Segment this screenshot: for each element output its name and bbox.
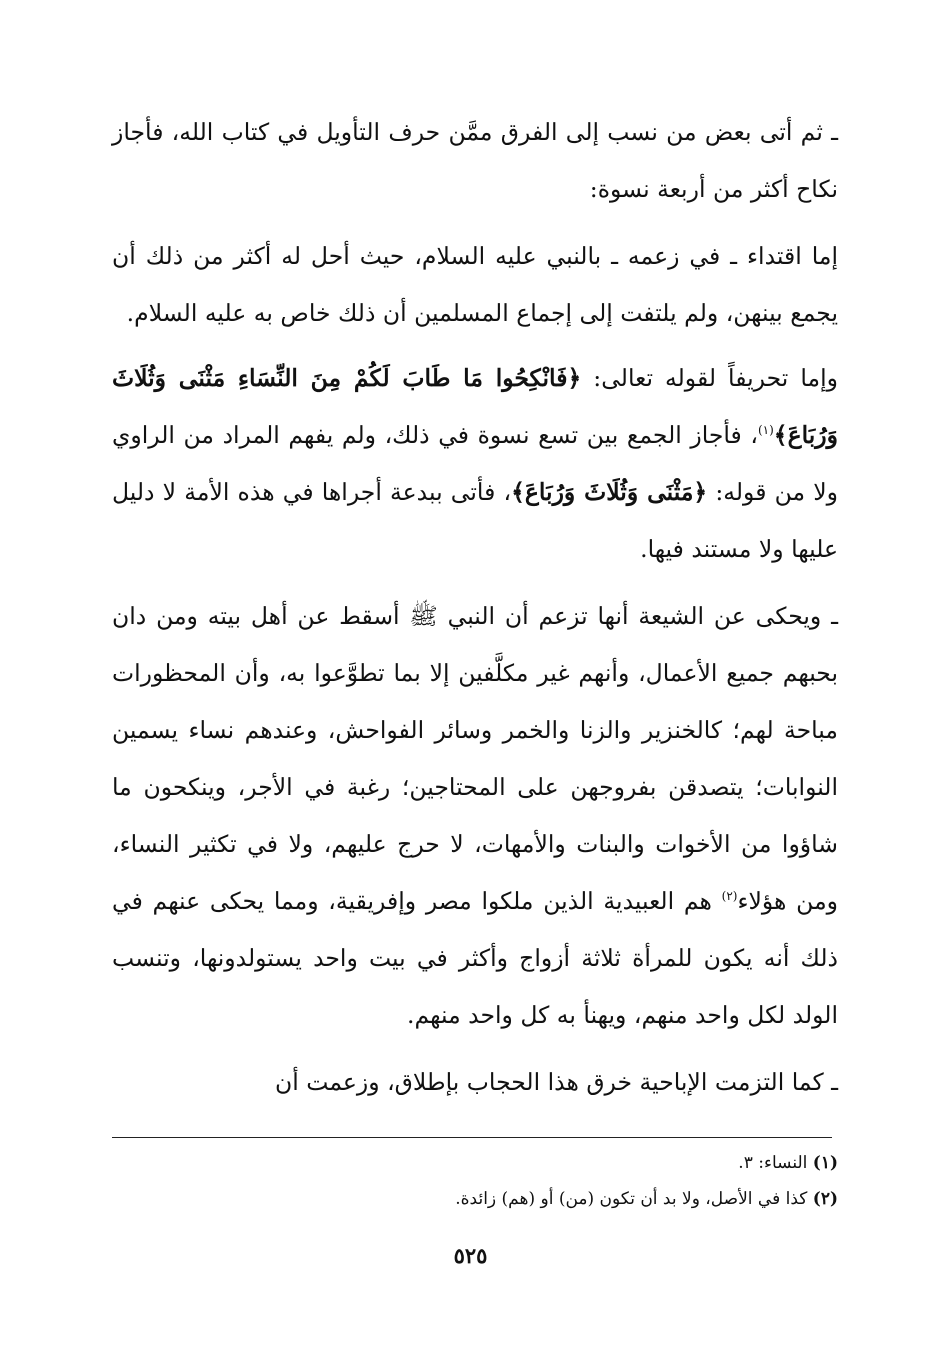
paragraph-text: هم العبيدية الذين ملكوا مصر وإفريقية، ومما يحكى عنهم في ذلك أنه يكون للمرأة ثلاثة أزواج وأكثر في بيت واحد يستولدونها، وتنسب الولد لكل واحد منهم، ويهنأ به كل واحد منهم. <box>112 887 838 1029</box>
paragraph-text: وإما تحريفاً لقوله تعالى: <box>581 364 838 392</box>
paragraph <box>112 350 838 578</box>
page-number: ٥٢٥ <box>453 1243 488 1268</box>
footnote-text: كذا في الأصل، ولا بد أن تكون (من) أو (هم) زائدة. <box>455 1189 813 1209</box>
paragraph-text: ، فأجاز الجمع بين تسع نسوة في ذلك، ولم يفهم المراد من الراوي ولا من قوله: <box>112 421 838 506</box>
footnote <box>112 1145 838 1181</box>
footnote-text: النساء: ٣. <box>738 1153 813 1173</box>
paragraph-text: ، فأتى ببدعة أجراها في هذه الأمة لا دليل عليها ولا مستند فيها. <box>112 478 838 563</box>
footnote-ref: (١) <box>757 423 774 438</box>
footnote-number: (٢) <box>812 1189 838 1209</box>
paragraph <box>112 588 838 1044</box>
paragraph <box>112 228 838 342</box>
footnote <box>112 1181 838 1217</box>
paragraph-text: ـ ثم أتى بعض من نسب إلى الفرق ممَّن حرف التأويل في كتاب الله، فأجاز نكاح أكثر من أربعة نسوة: <box>112 118 838 203</box>
quran-verse: ﴿فَانْكِحُوا مَا طَابَ لَكُمْ مِنَ النِّسَاءِ مَثْنَى وَثُلَاثَ وَرُبَاعَ﴾ <box>112 364 838 449</box>
quran-verse: ﴿مَثْنَى وَثُلَاثَ وَرُبَاعَ﴾ <box>511 478 708 506</box>
footnote-ref: (٢) <box>721 889 738 904</box>
paragraph <box>112 104 838 218</box>
paragraph-text: ـ كما التزمت الإباحية خرق هذا الحجاب بإطلاق، وزعمت أن <box>274 1068 838 1096</box>
footnote-divider <box>112 1137 832 1138</box>
paragraph <box>112 1054 838 1111</box>
footnote-number: (١) <box>812 1153 838 1173</box>
paragraph-text: إما اقتداء ـ في زعمه ـ بالنبي عليه السلام، حيث أحل له أكثر من ذلك أن يجمع بينهن، ولم يلتفت إلى إجماع المسلمين أن ذلك خاص به عليه السلام. <box>112 242 838 327</box>
footnotes <box>112 1145 838 1217</box>
main-text <box>112 104 838 1121</box>
paragraph-text: ـ ويحكى عن الشيعة أنها تزعم أن النبي ﷺ أسقط عن أهل بيته ومن دان بحبهم جميع الأعمال، وأنهم غير مكلَّفين إلا بما تطوَّعوا به، وأن المحظورات مباحة لهم؛ كالخنزير والزنا والخمر وسائر الفواحش، وعندهم نساء يسمين النوابات؛ يتصدقن بفروجهن على المحتاجين؛ رغبة في الأجر، وينكحون ما شاؤوا من الأخوات والبنات والأمهات، لا حرج عليهم، ولا في تكثير النساء، ومن هؤلاء <box>112 602 838 915</box>
